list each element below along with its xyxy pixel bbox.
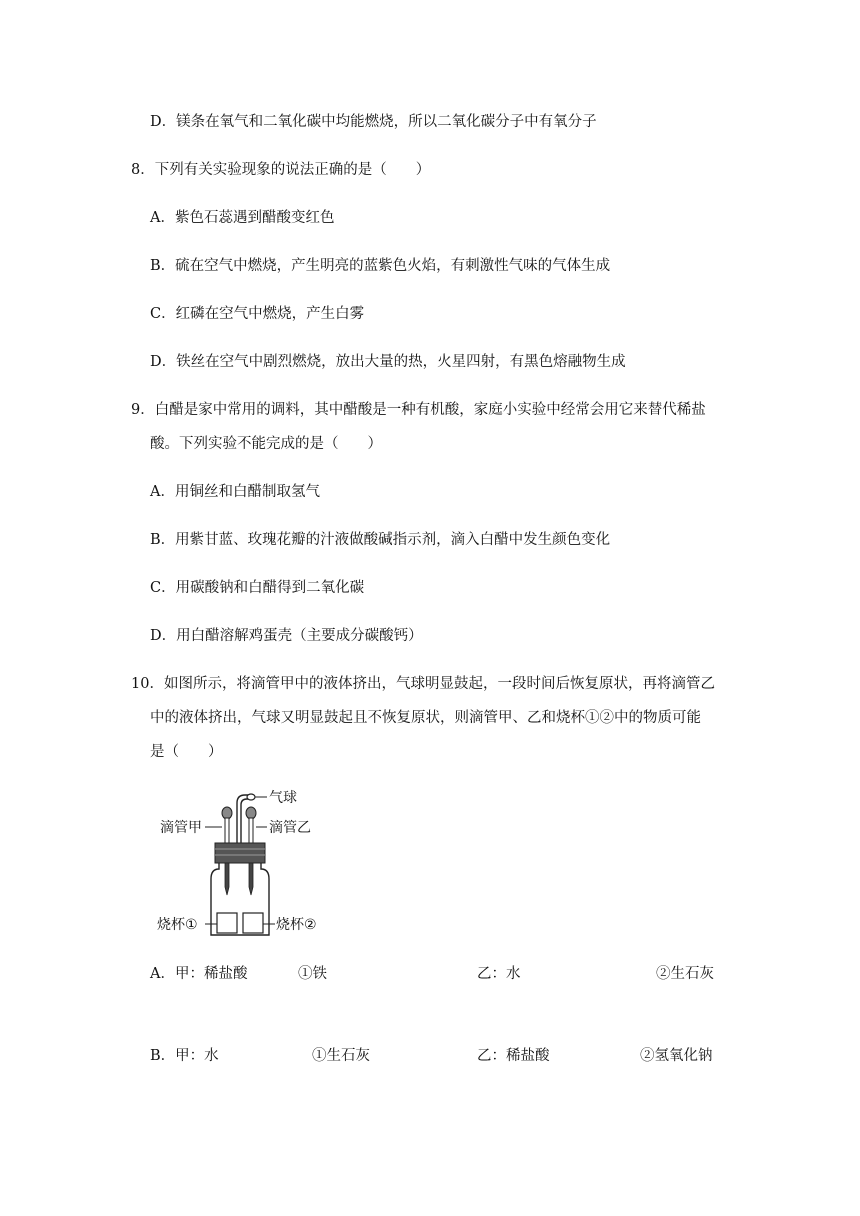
q8-stem: 8．下列有关实验现象的说法正确的是（ ）: [131, 162, 431, 178]
q8-option-d: D．铁丝在空气中剧烈燃烧，放出大量的热，火星四射，有黑色熔融物生成: [150, 354, 626, 370]
q10-option-b-col4: ②氢氧化钠: [640, 1048, 713, 1064]
q9-option-a: A．用铜丝和白醋制取氢气: [150, 484, 320, 500]
q10-stem-line2: 中的液体挤出，气球又明显鼓起且不恢复原状，则滴管甲、乙和烧杯①②中的物质可能: [150, 710, 701, 726]
dropper-b-label: 滴管乙: [269, 820, 311, 836]
beaker-1-label: 烧杯①: [157, 917, 198, 933]
q10-option-a-col1: A．甲：稀盐酸: [150, 966, 248, 982]
q7-option-d: D．镁条在氧气和二氧化碳中均能燃烧，所以二氧化碳分子中有氧分子: [150, 114, 597, 130]
q10-option-a-col3: 乙：水: [477, 966, 521, 982]
apparatus-figure: [155, 783, 335, 943]
q10-option-b-col3: 乙：稀盐酸: [477, 1048, 550, 1064]
q10-stem-line1: 10．如图所示，将滴管甲中的液体挤出，气球明显鼓起，一段时间后恢复原状，再将滴管乙: [131, 676, 715, 692]
q9-option-b: B．用紫甘蓝、玫瑰花瓣的汁液做酸碱指示剂，滴入白醋中发生颜色变化: [150, 532, 611, 548]
q8-option-b: B．硫在空气中燃烧，产生明亮的蓝紫色火焰，有刺激性气味的气体生成: [150, 258, 611, 274]
q10-option-a-col4: ②生石灰: [656, 966, 714, 982]
q10-option-a-col2: ①铁: [298, 966, 327, 982]
q8-option-a: A．紫色石蕊遇到醋酸变红色: [150, 210, 335, 226]
q9-stem-line1: 9．白醋是家中常用的调料，其中醋酸是一种有机酸，家庭小实验中经常会用它来替代稀盐: [131, 402, 706, 418]
beaker-2-label: 烧杯②: [276, 917, 317, 933]
q9-option-d: D．用白醋溶解鸡蛋壳（主要成分碳酸钙）: [150, 628, 423, 644]
balloon-label: 气球: [269, 790, 297, 806]
q10-option-b-col2: ①生石灰: [312, 1048, 370, 1064]
q9-option-c: C．用碳酸钠和白醋得到二氧化碳: [150, 580, 365, 596]
q8-option-c: C．红磷在空气中燃烧，产生白雾: [150, 306, 365, 322]
dropper-a-label: 滴管甲: [160, 820, 202, 836]
q10-stem-line3: 是（ ）: [150, 744, 223, 760]
q9-stem-line2: 酸。下列实验不能完成的是（ ）: [150, 436, 382, 452]
q10-option-b-col1: B．甲：水: [150, 1048, 219, 1064]
